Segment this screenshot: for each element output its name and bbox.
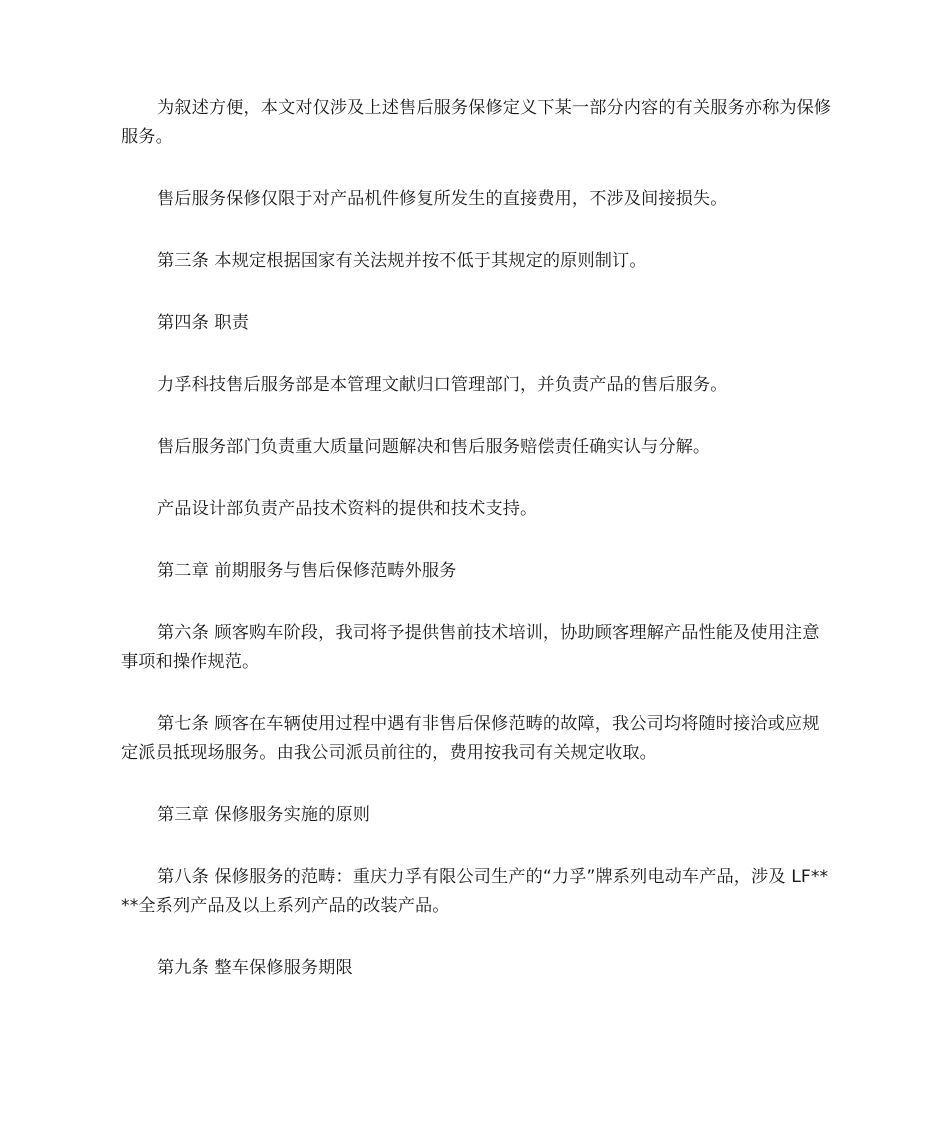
paragraph-spacer xyxy=(121,524,833,557)
paragraph-spacer xyxy=(121,830,833,863)
chapter-3-heading: 第三章 保修服务实施的原则 xyxy=(157,805,371,825)
paragraph-spacer xyxy=(121,586,833,619)
article-7: 第七条 顾客在车辆使用过程中遇有非售后保修范畴的故障，我公司均将随时接洽或应规定派员抵现场服务。由我公司派员前往的，费用按我司有关规定收取。 xyxy=(121,714,820,763)
paragraph-spacer xyxy=(121,677,833,710)
article-9-heading: 第九条 整车保修服务期限 xyxy=(157,958,353,978)
paragraph-warranty-definition: 为叙述方便，本文对仅涉及上述售后服务保修定义下某一部分内容的有关服务亦称为保修服务。 xyxy=(121,98,832,147)
document-body xyxy=(121,94,833,983)
paragraph-spacer xyxy=(121,338,833,371)
chapter-2-heading: 第二章 前期服务与售后保修范畴外服务 xyxy=(157,561,457,581)
duty-after-sales-dept: 力孚科技售后服务部是本管理文献归口管理部门，并负责产品的售后服务。 xyxy=(157,375,728,395)
paragraph-spacer xyxy=(121,276,833,309)
article-8: 第八条 保修服务的范畴：重庆力孚有限公司生产的“力孚”牌系列电动车产品，涉及 LF****全系列产品及以上系列产品的改装产品。 xyxy=(121,867,829,916)
article-4-heading: 第四条 职责 xyxy=(157,313,250,333)
paragraph-spacer xyxy=(121,462,833,495)
paragraph-warranty-scope-cost: 售后服务保修仅限于对产品机件修复所发生的直接费用，不涉及间接损失。 xyxy=(157,189,728,209)
duty-design-dept: 产品设计部负责产品技术资料的提供和技术支持。 xyxy=(157,499,538,519)
article-6: 第六条 顾客购车阶段，我司将予提供售前技术培训，协助顾客理解产品性能及使用注意事项和操作规范。 xyxy=(121,623,820,672)
paragraph-spacer xyxy=(121,214,833,247)
paragraph-spacer xyxy=(121,768,833,801)
duty-quality-issues: 售后服务部门负责重大质量问题解决和售后服务赔偿责任确实认与分解。 xyxy=(157,437,711,457)
paragraph-spacer xyxy=(121,400,833,433)
article-3: 第三条 本规定根据国家有关法规并按不低于其规定的原则制订。 xyxy=(157,251,647,271)
paragraph-spacer xyxy=(121,921,833,954)
paragraph-spacer xyxy=(121,152,833,185)
